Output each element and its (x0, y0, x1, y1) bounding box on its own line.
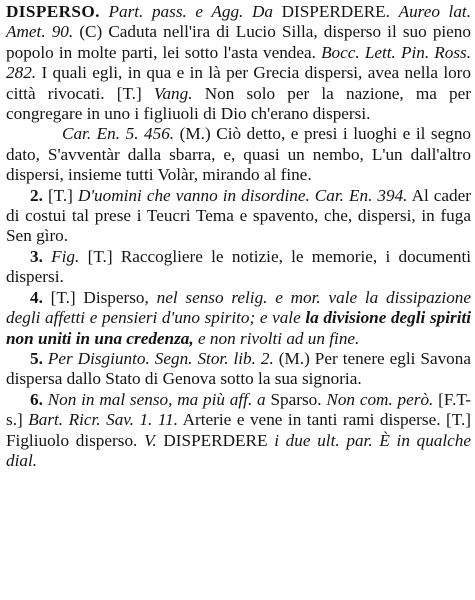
source-mark: (C) (79, 22, 103, 42)
citation: Car. En. 5. 456. (62, 124, 175, 144)
source-mark: (M.) (179, 124, 211, 144)
sense-number: 6. (30, 389, 43, 409)
etymology: Aureo lat. Amet. 90. (6, 2, 471, 42)
sense-word: Disperso, (83, 287, 149, 307)
sense-label: Non com. però. (326, 389, 434, 409)
source-mark: [T.] (87, 246, 113, 266)
sense-label: Per Disgiunto. (47, 348, 150, 368)
sense-4 (6, 288, 471, 349)
citation: Car. En. 394. (314, 185, 408, 205)
entry-quote-paragraph (6, 124, 471, 185)
source-mark: [T.] (446, 410, 471, 430)
quotation-text: Non solo per la nazione, ma per congregare in uno i figliuoli di Dio ch'erano dispersi. (6, 83, 471, 124)
sense-definition: D'uomini che vanno in disordine. (77, 185, 310, 205)
quotation-text: Ciò detto, e presi i luoghi e il segno dato, S'avventàr dalla sbarra, e, quasi un nembo, L'un dall'altro dispersi, insieme tutti Volàr, mirando al fine. (6, 124, 472, 185)
sense-5 (6, 349, 471, 390)
sense-6 (6, 390, 471, 472)
sense-3 (6, 247, 471, 288)
quotation-text: I quali egli, in qua e in là per Grecia dispersi, avea nella loro città rivocati. (6, 63, 472, 103)
sense-label: Non in mal senso, ma più aff. a (47, 389, 266, 409)
cross-reference-word: DISPERDERE (163, 430, 268, 450)
sense-number: 3. (30, 246, 43, 266)
dictionary-entry (6, 2, 471, 471)
sense-text: Raccogliere le notizie, le memorie, i documenti dispersi. (6, 246, 472, 287)
citation: Bart. Ricr. Sav. 1. 11. (28, 410, 179, 430)
derivation-prefix: Da (251, 2, 273, 21)
quotation-text: Per tenere egli Savona dispersa dallo Stato di Genova sotto la sua signoria. (6, 348, 472, 389)
derivation-word: DISPERDERE. (281, 2, 390, 21)
cross-reference-label: V. (144, 430, 157, 450)
source-mark: [T.] (50, 287, 76, 307)
headword: DISPERSO. (6, 2, 100, 21)
sense-label: Fig. (51, 246, 80, 266)
entry-main-paragraph (6, 2, 471, 124)
quotation-text: Caduta nell'ira di Lucio Silla, disperso il suo pieno popolo in molte parti, lei sotto l'asta vendea. (6, 22, 471, 62)
sense-definition-emphasis: la divisione degli spiriti non uniti in una credenza, (6, 308, 472, 348)
sense-number: 2. (30, 185, 43, 205)
citation: Bocc. Lett. Pin. Ross. 282. (6, 42, 471, 83)
citation: Vang. (153, 83, 193, 103)
citation: Segn. Stor. lib. 2. (154, 348, 274, 368)
sense-word: Sparso. (270, 389, 322, 409)
grammar-label: Part. pass. e Agg. (108, 2, 244, 21)
source-mark: [T.] (116, 83, 142, 103)
quotation-text: Figliuolo disperso. (6, 430, 138, 450)
source-mark: (M.) (278, 348, 310, 368)
sense-number: 5. (30, 348, 43, 368)
cross-reference-text: i due ult. par. È in qualche dial. (6, 430, 472, 470)
sense-number: 4. (30, 287, 43, 307)
source-mark: [F.T-s.] (6, 389, 472, 430)
sense-definition: nel senso relig. e mor. vale la dissipazione degli affetti e pensieri d'uno spirito; (6, 287, 472, 328)
sense-definition: e non rivolti ad un fine. (198, 328, 360, 348)
source-mark: [T.] (47, 185, 73, 205)
sense-definition: e vale (259, 308, 301, 328)
quotation-text: Arterie e vene in tanti rami disperse. (182, 410, 441, 430)
quotation-text: Al cader di costui tal prese i Teucri Tema e spavento, che, dispersi, in fuga Sen gìro. (6, 185, 472, 246)
sense-2 (6, 186, 471, 247)
